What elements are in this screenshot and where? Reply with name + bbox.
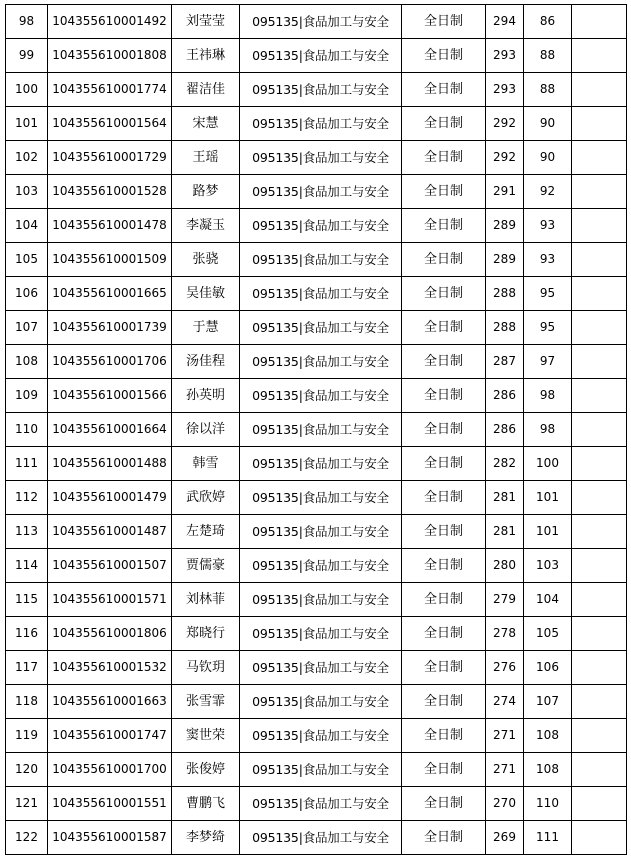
- seq-cell: 116: [6, 617, 48, 651]
- score-cell: 291: [486, 175, 524, 209]
- seq-cell: 112: [6, 481, 48, 515]
- name-cell: 张俊婷: [172, 753, 240, 787]
- name-cell: 张骁: [172, 243, 240, 277]
- rank-cell: 86: [524, 5, 572, 39]
- seq-cell: 99: [6, 39, 48, 73]
- major-cell: 095135|食品加工与安全: [240, 719, 402, 753]
- seq-cell: 108: [6, 345, 48, 379]
- seq-cell: 118: [6, 685, 48, 719]
- note-cell: [572, 39, 627, 73]
- seq-cell: 106: [6, 277, 48, 311]
- seq-cell: 114: [6, 549, 48, 583]
- score-cell: 281: [486, 515, 524, 549]
- study-mode-cell: 全日制: [402, 345, 486, 379]
- major-cell: 095135|食品加工与安全: [240, 515, 402, 549]
- exam-number-cell: 104355610001478: [48, 209, 172, 243]
- major-cell: 095135|食品加工与安全: [240, 175, 402, 209]
- note-cell: [572, 107, 627, 141]
- name-cell: 马钦玥: [172, 651, 240, 685]
- name-cell: 刘莹莹: [172, 5, 240, 39]
- name-cell: 刘林菲: [172, 583, 240, 617]
- name-cell: 张雪霏: [172, 685, 240, 719]
- note-cell: [572, 515, 627, 549]
- rank-cell: 98: [524, 379, 572, 413]
- note-cell: [572, 583, 627, 617]
- study-mode-cell: 全日制: [402, 175, 486, 209]
- seq-cell: 120: [6, 753, 48, 787]
- major-cell: 095135|食品加工与安全: [240, 549, 402, 583]
- table-row: [6, 685, 627, 719]
- seq-cell: 107: [6, 311, 48, 345]
- note-cell: [572, 549, 627, 583]
- table-row: [6, 719, 627, 753]
- score-cell: 292: [486, 141, 524, 175]
- study-mode-cell: 全日制: [402, 107, 486, 141]
- study-mode-cell: 全日制: [402, 379, 486, 413]
- table-row: [6, 345, 627, 379]
- name-cell: 郑晓行: [172, 617, 240, 651]
- rank-cell: 88: [524, 39, 572, 73]
- table-row: [6, 379, 627, 413]
- exam-number-cell: 104355610001551: [48, 787, 172, 821]
- major-cell: 095135|食品加工与安全: [240, 345, 402, 379]
- rank-cell: 108: [524, 719, 572, 753]
- seq-cell: 100: [6, 73, 48, 107]
- name-cell: 徐以洋: [172, 413, 240, 447]
- major-cell: 095135|食品加工与安全: [240, 583, 402, 617]
- score-cell: 289: [486, 243, 524, 277]
- major-cell: 095135|食品加工与安全: [240, 787, 402, 821]
- table-row: [6, 209, 627, 243]
- major-cell: 095135|食品加工与安全: [240, 447, 402, 481]
- note-cell: [572, 413, 627, 447]
- exam-number-cell: 104355610001571: [48, 583, 172, 617]
- note-cell: [572, 243, 627, 277]
- study-mode-cell: 全日制: [402, 685, 486, 719]
- score-cell: 270: [486, 787, 524, 821]
- table-row: [6, 311, 627, 345]
- exam-number-cell: 104355610001706: [48, 345, 172, 379]
- major-cell: 095135|食品加工与安全: [240, 243, 402, 277]
- exam-number-cell: 104355610001492: [48, 5, 172, 39]
- rank-cell: 107: [524, 685, 572, 719]
- score-cell: 293: [486, 39, 524, 73]
- name-cell: 曹鹏飞: [172, 787, 240, 821]
- score-cell: 276: [486, 651, 524, 685]
- name-cell: 王祎琳: [172, 39, 240, 73]
- study-mode-cell: 全日制: [402, 549, 486, 583]
- name-cell: 宋慧: [172, 107, 240, 141]
- score-cell: 271: [486, 753, 524, 787]
- exam-number-cell: 104355610001532: [48, 651, 172, 685]
- note-cell: [572, 753, 627, 787]
- note-cell: [572, 447, 627, 481]
- study-mode-cell: 全日制: [402, 719, 486, 753]
- seq-cell: 117: [6, 651, 48, 685]
- score-cell: 278: [486, 617, 524, 651]
- exam-number-cell: 104355610001806: [48, 617, 172, 651]
- exam-number-cell: 104355610001739: [48, 311, 172, 345]
- table-row: [6, 175, 627, 209]
- score-cell: 292: [486, 107, 524, 141]
- major-cell: 095135|食品加工与安全: [240, 73, 402, 107]
- name-cell: 路梦: [172, 175, 240, 209]
- note-cell: [572, 617, 627, 651]
- major-cell: 095135|食品加工与安全: [240, 107, 402, 141]
- major-cell: 095135|食品加工与安全: [240, 413, 402, 447]
- seq-cell: 109: [6, 379, 48, 413]
- major-cell: 095135|食品加工与安全: [240, 209, 402, 243]
- major-cell: 095135|食品加工与安全: [240, 753, 402, 787]
- table-row: [6, 141, 627, 175]
- note-cell: [572, 141, 627, 175]
- rank-cell: 93: [524, 209, 572, 243]
- note-cell: [572, 719, 627, 753]
- study-mode-cell: 全日制: [402, 277, 486, 311]
- rank-cell: 105: [524, 617, 572, 651]
- major-cell: 095135|食品加工与安全: [240, 39, 402, 73]
- table-row: [6, 39, 627, 73]
- name-cell: 王瑶: [172, 141, 240, 175]
- seq-cell: 110: [6, 413, 48, 447]
- seq-cell: 103: [6, 175, 48, 209]
- score-cell: 279: [486, 583, 524, 617]
- note-cell: [572, 311, 627, 345]
- note-cell: [572, 685, 627, 719]
- table-row: [6, 447, 627, 481]
- table-row: [6, 549, 627, 583]
- rank-cell: 98: [524, 413, 572, 447]
- major-cell: 095135|食品加工与安全: [240, 311, 402, 345]
- score-cell: 287: [486, 345, 524, 379]
- score-cell: 280: [486, 549, 524, 583]
- rank-cell: 95: [524, 277, 572, 311]
- rank-cell: 90: [524, 141, 572, 175]
- rank-cell: 100: [524, 447, 572, 481]
- rank-cell: 101: [524, 515, 572, 549]
- table-row: [6, 753, 627, 787]
- name-cell: 翟洁佳: [172, 73, 240, 107]
- major-cell: 095135|食品加工与安全: [240, 379, 402, 413]
- study-mode-cell: 全日制: [402, 515, 486, 549]
- study-mode-cell: 全日制: [402, 651, 486, 685]
- study-mode-cell: 全日制: [402, 73, 486, 107]
- seq-cell: 101: [6, 107, 48, 141]
- study-mode-cell: 全日制: [402, 447, 486, 481]
- note-cell: [572, 379, 627, 413]
- seq-cell: 98: [6, 5, 48, 39]
- rank-cell: 95: [524, 311, 572, 345]
- score-cell: 274: [486, 685, 524, 719]
- study-mode-cell: 全日制: [402, 821, 486, 855]
- rank-cell: 88: [524, 73, 572, 107]
- rank-cell: 108: [524, 753, 572, 787]
- study-mode-cell: 全日制: [402, 787, 486, 821]
- score-cell: 282: [486, 447, 524, 481]
- study-mode-cell: 全日制: [402, 617, 486, 651]
- note-cell: [572, 821, 627, 855]
- note-cell: [572, 277, 627, 311]
- score-cell: 281: [486, 481, 524, 515]
- seq-cell: 122: [6, 821, 48, 855]
- seq-cell: 121: [6, 787, 48, 821]
- seq-cell: 104: [6, 209, 48, 243]
- seq-cell: 119: [6, 719, 48, 753]
- score-cell: 288: [486, 311, 524, 345]
- score-cell: 269: [486, 821, 524, 855]
- note-cell: [572, 209, 627, 243]
- exam-number-cell: 104355610001808: [48, 39, 172, 73]
- note-cell: [572, 787, 627, 821]
- score-cell: 288: [486, 277, 524, 311]
- exam-number-cell: 104355610001528: [48, 175, 172, 209]
- exam-number-cell: 104355610001487: [48, 515, 172, 549]
- study-mode-cell: 全日制: [402, 753, 486, 787]
- table-row: [6, 73, 627, 107]
- rank-cell: 103: [524, 549, 572, 583]
- major-cell: 095135|食品加工与安全: [240, 5, 402, 39]
- table-row: [6, 651, 627, 685]
- exam-number-cell: 104355610001747: [48, 719, 172, 753]
- table-row: [6, 617, 627, 651]
- study-mode-cell: 全日制: [402, 209, 486, 243]
- note-cell: [572, 5, 627, 39]
- exam-number-cell: 104355610001774: [48, 73, 172, 107]
- study-mode-cell: 全日制: [402, 413, 486, 447]
- exam-number-cell: 104355610001507: [48, 549, 172, 583]
- exam-number-cell: 104355610001729: [48, 141, 172, 175]
- rank-cell: 97: [524, 345, 572, 379]
- name-cell: 武欣婷: [172, 481, 240, 515]
- score-cell: 271: [486, 719, 524, 753]
- name-cell: 左楚琦: [172, 515, 240, 549]
- note-cell: [572, 651, 627, 685]
- table-row: [6, 107, 627, 141]
- score-cell: 286: [486, 413, 524, 447]
- major-cell: 095135|食品加工与安全: [240, 617, 402, 651]
- study-mode-cell: 全日制: [402, 481, 486, 515]
- note-cell: [572, 175, 627, 209]
- name-cell: 李凝玉: [172, 209, 240, 243]
- table-row: [6, 583, 627, 617]
- table-row: [6, 821, 627, 855]
- note-cell: [572, 481, 627, 515]
- note-cell: [572, 73, 627, 107]
- rank-cell: 92: [524, 175, 572, 209]
- exam-number-cell: 104355610001566: [48, 379, 172, 413]
- seq-cell: 105: [6, 243, 48, 277]
- exam-number-cell: 104355610001665: [48, 277, 172, 311]
- note-cell: [572, 345, 627, 379]
- score-cell: 293: [486, 73, 524, 107]
- table-row: [6, 481, 627, 515]
- study-mode-cell: 全日制: [402, 583, 486, 617]
- study-mode-cell: 全日制: [402, 39, 486, 73]
- name-cell: 于慧: [172, 311, 240, 345]
- score-cell: 286: [486, 379, 524, 413]
- name-cell: 李梦绮: [172, 821, 240, 855]
- exam-number-cell: 104355610001488: [48, 447, 172, 481]
- exam-number-cell: 104355610001587: [48, 821, 172, 855]
- score-cell: 289: [486, 209, 524, 243]
- table-row: [6, 277, 627, 311]
- rank-cell: 90: [524, 107, 572, 141]
- exam-number-cell: 104355610001509: [48, 243, 172, 277]
- exam-number-cell: 104355610001700: [48, 753, 172, 787]
- name-cell: 汤佳程: [172, 345, 240, 379]
- exam-number-cell: 104355610001479: [48, 481, 172, 515]
- name-cell: 贾儒豪: [172, 549, 240, 583]
- admission-score-table: [5, 4, 627, 855]
- rank-cell: 104: [524, 583, 572, 617]
- study-mode-cell: 全日制: [402, 243, 486, 277]
- rank-cell: 110: [524, 787, 572, 821]
- table-body: [6, 5, 627, 855]
- rank-cell: 93: [524, 243, 572, 277]
- exam-number-cell: 104355610001663: [48, 685, 172, 719]
- study-mode-cell: 全日制: [402, 5, 486, 39]
- study-mode-cell: 全日制: [402, 141, 486, 175]
- seq-cell: 111: [6, 447, 48, 481]
- major-cell: 095135|食品加工与安全: [240, 685, 402, 719]
- exam-number-cell: 104355610001664: [48, 413, 172, 447]
- table-row: [6, 5, 627, 39]
- major-cell: 095135|食品加工与安全: [240, 141, 402, 175]
- name-cell: 窦世荣: [172, 719, 240, 753]
- major-cell: 095135|食品加工与安全: [240, 481, 402, 515]
- seq-cell: 113: [6, 515, 48, 549]
- seq-cell: 102: [6, 141, 48, 175]
- rank-cell: 101: [524, 481, 572, 515]
- score-cell: 294: [486, 5, 524, 39]
- name-cell: 韩雪: [172, 447, 240, 481]
- rank-cell: 106: [524, 651, 572, 685]
- study-mode-cell: 全日制: [402, 311, 486, 345]
- major-cell: 095135|食品加工与安全: [240, 277, 402, 311]
- table-row: [6, 787, 627, 821]
- name-cell: 孙英明: [172, 379, 240, 413]
- table-row: [6, 413, 627, 447]
- exam-number-cell: 104355610001564: [48, 107, 172, 141]
- table-row: [6, 515, 627, 549]
- table-row: [6, 243, 627, 277]
- seq-cell: 115: [6, 583, 48, 617]
- rank-cell: 111: [524, 821, 572, 855]
- name-cell: 吴佳敏: [172, 277, 240, 311]
- major-cell: 095135|食品加工与安全: [240, 651, 402, 685]
- major-cell: 095135|食品加工与安全: [240, 821, 402, 855]
